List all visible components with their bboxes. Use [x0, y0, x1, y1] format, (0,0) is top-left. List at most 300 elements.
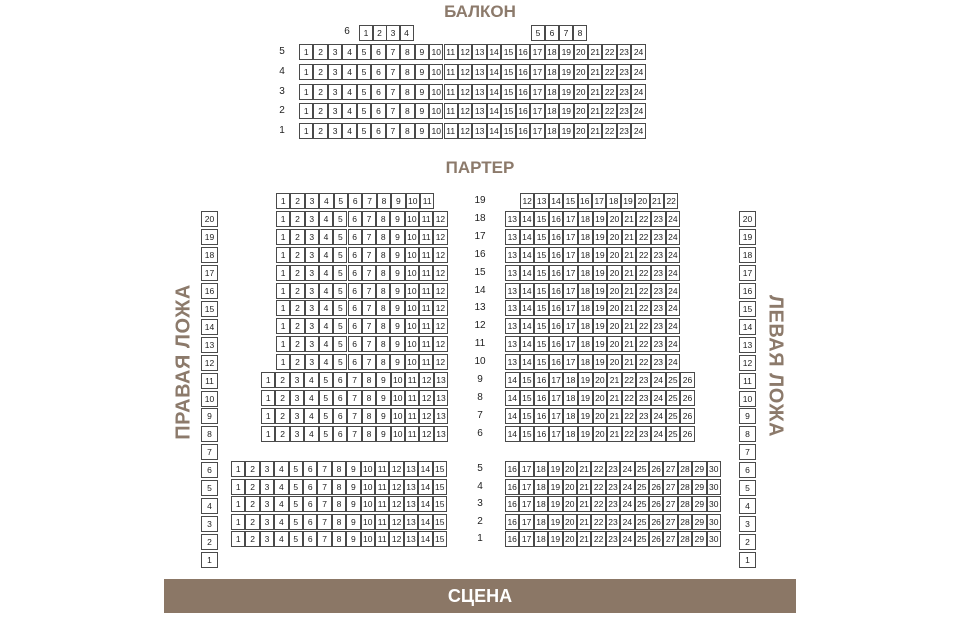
parterre-seat[interactable]: 1: [231, 496, 245, 512]
parterre-seat[interactable]: 24: [620, 479, 634, 495]
parterre-seat[interactable]: 10: [405, 229, 419, 245]
left-box-seat[interactable]: 7: [739, 444, 756, 460]
parterre-seat[interactable]: 4: [319, 193, 333, 209]
parterre-seat[interactable]: 24: [666, 229, 681, 245]
parterre-seat[interactable]: 17: [592, 193, 606, 209]
parterre-seat[interactable]: 7: [317, 531, 331, 547]
parterre-seat[interactable]: 2: [275, 408, 289, 424]
balcony-seat[interactable]: 2: [373, 25, 387, 41]
parterre-seat[interactable]: 23: [651, 336, 666, 352]
parterre-seat[interactable]: 9: [346, 496, 360, 512]
parterre-seat[interactable]: 1: [276, 318, 290, 334]
parterre-seat[interactable]: 12: [520, 193, 534, 209]
parterre-seat[interactable]: 6: [348, 336, 362, 352]
parterre-seat[interactable]: 22: [622, 372, 637, 388]
parterre-seat[interactable]: 3: [290, 426, 304, 442]
left-box-seat[interactable]: 3: [739, 516, 756, 532]
parterre-seat[interactable]: 15: [534, 300, 549, 316]
balcony-seat[interactable]: 10: [429, 84, 443, 100]
parterre-seat[interactable]: 3: [290, 408, 304, 424]
balcony-seat[interactable]: 10: [429, 44, 443, 60]
parterre-seat[interactable]: 19: [593, 211, 608, 227]
balcony-seat[interactable]: 22: [602, 44, 616, 60]
parterre-seat[interactable]: 14: [418, 479, 432, 495]
right-box-seat[interactable]: 20: [201, 211, 218, 227]
parterre-seat[interactable]: 9: [376, 390, 390, 406]
balcony-seat[interactable]: 2: [313, 64, 327, 80]
parterre-seat[interactable]: 4: [274, 531, 288, 547]
parterre-seat[interactable]: 9: [346, 461, 360, 477]
balcony-seat[interactable]: 20: [574, 103, 588, 119]
parterre-seat[interactable]: 14: [520, 229, 535, 245]
parterre-seat[interactable]: 1: [276, 336, 290, 352]
parterre-seat[interactable]: 18: [578, 283, 593, 299]
balcony-seat[interactable]: 24: [631, 64, 645, 80]
right-box-seat[interactable]: 15: [201, 301, 218, 317]
parterre-seat[interactable]: 28: [678, 514, 692, 530]
parterre-seat[interactable]: 5: [333, 318, 347, 334]
parterre-seat[interactable]: 7: [347, 408, 361, 424]
parterre-seat[interactable]: 5: [333, 283, 347, 299]
parterre-seat[interactable]: 4: [319, 318, 333, 334]
parterre-seat[interactable]: 9: [390, 354, 404, 370]
parterre-seat[interactable]: 12: [433, 336, 447, 352]
parterre-seat[interactable]: 6: [348, 247, 362, 263]
balcony-seat[interactable]: 15: [501, 123, 515, 139]
left-box-seat[interactable]: 1: [739, 552, 756, 568]
parterre-seat[interactable]: 21: [577, 496, 591, 512]
parterre-seat[interactable]: 16: [549, 211, 564, 227]
parterre-seat[interactable]: 5: [333, 247, 347, 263]
parterre-seat[interactable]: 25: [635, 479, 649, 495]
left-box-seat[interactable]: 6: [739, 462, 756, 478]
parterre-seat[interactable]: 21: [607, 390, 622, 406]
parterre-seat[interactable]: 11: [405, 408, 419, 424]
parterre-seat[interactable]: 21: [607, 372, 622, 388]
parterre-seat[interactable]: 26: [680, 408, 695, 424]
left-box-seat[interactable]: 19: [739, 229, 756, 245]
balcony-seat[interactable]: 4: [400, 25, 414, 41]
parterre-seat[interactable]: 6: [348, 229, 362, 245]
parterre-seat[interactable]: 16: [534, 408, 549, 424]
parterre-seat[interactable]: 19: [548, 531, 562, 547]
parterre-seat[interactable]: 15: [433, 496, 447, 512]
parterre-seat[interactable]: 21: [577, 479, 591, 495]
parterre-seat[interactable]: 8: [362, 408, 376, 424]
balcony-seat[interactable]: 3: [328, 84, 342, 100]
parterre-seat[interactable]: 14: [549, 193, 563, 209]
parterre-seat[interactable]: 19: [593, 229, 608, 245]
parterre-seat[interactable]: 9: [390, 336, 404, 352]
balcony-seat[interactable]: 21: [588, 84, 602, 100]
parterre-seat[interactable]: 8: [332, 496, 346, 512]
parterre-seat[interactable]: 26: [649, 461, 663, 477]
balcony-seat[interactable]: 18: [545, 44, 559, 60]
parterre-seat[interactable]: 17: [563, 318, 578, 334]
parterre-seat[interactable]: 10: [391, 408, 405, 424]
balcony-seat[interactable]: 5: [357, 64, 371, 80]
parterre-seat[interactable]: 14: [505, 390, 520, 406]
parterre-seat[interactable]: 27: [663, 479, 677, 495]
parterre-seat[interactable]: 23: [606, 496, 620, 512]
parterre-seat[interactable]: 10: [406, 193, 420, 209]
parterre-seat[interactable]: 23: [606, 461, 620, 477]
parterre-seat[interactable]: 26: [680, 390, 695, 406]
balcony-seat[interactable]: 17: [530, 64, 544, 80]
balcony-seat[interactable]: 11: [444, 64, 458, 80]
parterre-seat[interactable]: 3: [260, 496, 274, 512]
balcony-seat[interactable]: 4: [342, 84, 356, 100]
parterre-seat[interactable]: 13: [434, 426, 448, 442]
parterre-seat[interactable]: 3: [305, 283, 319, 299]
parterre-seat[interactable]: 12: [433, 265, 447, 281]
parterre-seat[interactable]: 7: [347, 372, 361, 388]
parterre-seat[interactable]: 8: [332, 531, 346, 547]
parterre-seat[interactable]: 19: [593, 318, 608, 334]
left-box-seat[interactable]: 11: [739, 373, 756, 389]
parterre-seat[interactable]: 23: [606, 479, 620, 495]
parterre-seat[interactable]: 27: [663, 514, 677, 530]
balcony-seat[interactable]: 7: [386, 103, 400, 119]
balcony-seat[interactable]: 14: [487, 123, 501, 139]
balcony-seat[interactable]: 19: [559, 84, 573, 100]
parterre-seat[interactable]: 7: [362, 354, 376, 370]
balcony-seat[interactable]: 17: [530, 44, 544, 60]
parterre-seat[interactable]: 9: [376, 372, 390, 388]
balcony-seat[interactable]: 20: [574, 123, 588, 139]
parterre-seat[interactable]: 1: [231, 514, 245, 530]
parterre-seat[interactable]: 16: [534, 426, 549, 442]
parterre-seat[interactable]: 18: [534, 531, 548, 547]
balcony-seat[interactable]: 9: [415, 44, 429, 60]
parterre-seat[interactable]: 15: [433, 514, 447, 530]
parterre-seat[interactable]: 23: [651, 318, 666, 334]
parterre-seat[interactable]: 8: [376, 300, 390, 316]
parterre-seat[interactable]: 22: [636, 318, 651, 334]
parterre-seat[interactable]: 6: [348, 211, 362, 227]
parterre-seat[interactable]: 1: [276, 247, 290, 263]
parterre-seat[interactable]: 19: [578, 390, 593, 406]
balcony-seat[interactable]: 10: [429, 64, 443, 80]
parterre-seat[interactable]: 20: [593, 426, 608, 442]
right-box-seat[interactable]: 11: [201, 373, 218, 389]
parterre-seat[interactable]: 11: [419, 336, 433, 352]
parterre-seat[interactable]: 28: [678, 531, 692, 547]
balcony-seat[interactable]: 7: [386, 64, 400, 80]
balcony-seat[interactable]: 20: [574, 44, 588, 60]
balcony-seat[interactable]: 4: [342, 44, 356, 60]
parterre-seat[interactable]: 8: [376, 247, 390, 263]
parterre-seat[interactable]: 27: [663, 461, 677, 477]
parterre-seat[interactable]: 11: [375, 514, 389, 530]
parterre-seat[interactable]: 4: [274, 461, 288, 477]
parterre-seat[interactable]: 22: [591, 479, 605, 495]
parterre-seat[interactable]: 11: [375, 479, 389, 495]
balcony-seat[interactable]: 14: [487, 64, 501, 80]
balcony-seat[interactable]: 21: [588, 44, 602, 60]
parterre-seat[interactable]: 3: [305, 318, 319, 334]
parterre-seat[interactable]: 18: [534, 461, 548, 477]
parterre-seat[interactable]: 10: [405, 318, 419, 334]
balcony-seat[interactable]: 11: [444, 84, 458, 100]
parterre-seat[interactable]: 27: [663, 496, 677, 512]
parterre-seat[interactable]: 1: [231, 479, 245, 495]
parterre-seat[interactable]: 29: [692, 531, 706, 547]
parterre-seat[interactable]: 16: [505, 531, 519, 547]
parterre-seat[interactable]: 22: [664, 193, 678, 209]
parterre-seat[interactable]: 14: [520, 300, 535, 316]
parterre-seat[interactable]: 15: [534, 229, 549, 245]
parterre-seat[interactable]: 12: [389, 479, 403, 495]
parterre-seat[interactable]: 13: [505, 247, 520, 263]
parterre-seat[interactable]: 17: [563, 300, 578, 316]
parterre-seat[interactable]: 9: [346, 531, 360, 547]
parterre-seat[interactable]: 22: [636, 336, 651, 352]
parterre-seat[interactable]: 17: [549, 426, 564, 442]
parterre-seat[interactable]: 4: [319, 265, 333, 281]
balcony-seat[interactable]: 5: [357, 123, 371, 139]
parterre-seat[interactable]: 12: [433, 354, 447, 370]
parterre-seat[interactable]: 11: [419, 247, 433, 263]
parterre-seat[interactable]: 12: [389, 496, 403, 512]
balcony-seat[interactable]: 23: [617, 123, 631, 139]
parterre-seat[interactable]: 1: [276, 300, 290, 316]
parterre-seat[interactable]: 2: [290, 265, 304, 281]
parterre-seat[interactable]: 20: [607, 318, 622, 334]
parterre-seat[interactable]: 6: [303, 461, 317, 477]
parterre-seat[interactable]: 23: [651, 300, 666, 316]
right-box-seat[interactable]: 12: [201, 355, 218, 371]
parterre-seat[interactable]: 22: [591, 461, 605, 477]
balcony-seat[interactable]: 19: [559, 103, 573, 119]
parterre-seat[interactable]: 1: [276, 265, 290, 281]
parterre-seat[interactable]: 3: [305, 336, 319, 352]
balcony-seat[interactable]: 23: [617, 103, 631, 119]
parterre-seat[interactable]: 25: [635, 531, 649, 547]
parterre-seat[interactable]: 19: [593, 300, 608, 316]
parterre-seat[interactable]: 22: [591, 514, 605, 530]
parterre-seat[interactable]: 16: [534, 390, 549, 406]
parterre-seat[interactable]: 15: [520, 426, 535, 442]
parterre-seat[interactable]: 14: [418, 531, 432, 547]
balcony-seat[interactable]: 2: [313, 44, 327, 60]
balcony-seat[interactable]: 13: [472, 44, 486, 60]
parterre-seat[interactable]: 9: [346, 514, 360, 530]
balcony-seat[interactable]: 12: [458, 123, 472, 139]
parterre-seat[interactable]: 12: [433, 229, 447, 245]
balcony-seat[interactable]: 19: [559, 44, 573, 60]
left-box-seat[interactable]: 15: [739, 301, 756, 317]
balcony-seat[interactable]: 1: [299, 123, 313, 139]
right-box-seat[interactable]: 14: [201, 319, 218, 335]
parterre-seat[interactable]: 30: [707, 514, 721, 530]
parterre-seat[interactable]: 2: [290, 283, 304, 299]
balcony-seat[interactable]: 9: [415, 103, 429, 119]
parterre-seat[interactable]: 3: [305, 229, 319, 245]
balcony-seat[interactable]: 21: [588, 64, 602, 80]
parterre-seat[interactable]: 16: [505, 496, 519, 512]
parterre-seat[interactable]: 30: [707, 496, 721, 512]
left-box-seat[interactable]: 4: [739, 498, 756, 514]
parterre-seat[interactable]: 3: [305, 247, 319, 263]
parterre-seat[interactable]: 18: [534, 514, 548, 530]
parterre-seat[interactable]: 13: [434, 390, 448, 406]
parterre-seat[interactable]: 2: [275, 426, 289, 442]
parterre-seat[interactable]: 19: [548, 514, 562, 530]
parterre-seat[interactable]: 12: [389, 461, 403, 477]
right-box-seat[interactable]: 2: [201, 534, 218, 550]
balcony-seat[interactable]: 23: [617, 44, 631, 60]
left-box-seat[interactable]: 16: [739, 283, 756, 299]
parterre-seat[interactable]: 6: [348, 283, 362, 299]
parterre-seat[interactable]: 17: [519, 514, 533, 530]
balcony-seat[interactable]: 10: [429, 103, 443, 119]
parterre-seat[interactable]: 15: [534, 211, 549, 227]
balcony-seat[interactable]: 23: [617, 84, 631, 100]
parterre-seat[interactable]: 8: [376, 336, 390, 352]
parterre-seat[interactable]: 13: [434, 372, 448, 388]
balcony-seat[interactable]: 4: [342, 103, 356, 119]
parterre-seat[interactable]: 9: [390, 265, 404, 281]
parterre-seat[interactable]: 15: [534, 318, 549, 334]
parterre-seat[interactable]: 22: [636, 229, 651, 245]
parterre-seat[interactable]: 25: [635, 496, 649, 512]
balcony-seat[interactable]: 16: [516, 123, 530, 139]
parterre-seat[interactable]: 23: [636, 426, 651, 442]
parterre-seat[interactable]: 19: [593, 354, 608, 370]
parterre-seat[interactable]: 22: [636, 211, 651, 227]
parterre-seat[interactable]: 6: [333, 426, 347, 442]
right-box-seat[interactable]: 18: [201, 247, 218, 263]
parterre-seat[interactable]: 21: [622, 336, 637, 352]
balcony-seat[interactable]: 22: [602, 103, 616, 119]
parterre-seat[interactable]: 5: [289, 496, 303, 512]
parterre-seat[interactable]: 19: [578, 372, 593, 388]
parterre-seat[interactable]: 10: [361, 479, 375, 495]
balcony-seat[interactable]: 11: [444, 103, 458, 119]
parterre-seat[interactable]: 8: [362, 390, 376, 406]
parterre-seat[interactable]: 8: [362, 372, 376, 388]
parterre-seat[interactable]: 3: [305, 193, 319, 209]
parterre-seat[interactable]: 24: [651, 408, 666, 424]
balcony-seat[interactable]: 3: [386, 25, 400, 41]
parterre-seat[interactable]: 19: [578, 426, 593, 442]
parterre-seat[interactable]: 2: [290, 229, 304, 245]
parterre-seat[interactable]: 15: [534, 265, 549, 281]
parterre-seat[interactable]: 23: [606, 514, 620, 530]
parterre-seat[interactable]: 20: [635, 193, 649, 209]
balcony-seat[interactable]: 2: [313, 123, 327, 139]
parterre-seat[interactable]: 11: [419, 318, 433, 334]
balcony-seat[interactable]: 15: [501, 84, 515, 100]
balcony-seat[interactable]: 1: [299, 64, 313, 80]
parterre-seat[interactable]: 7: [317, 479, 331, 495]
balcony-seat[interactable]: 22: [602, 84, 616, 100]
parterre-seat[interactable]: 7: [317, 514, 331, 530]
parterre-seat[interactable]: 20: [607, 211, 622, 227]
parterre-seat[interactable]: 17: [563, 247, 578, 263]
parterre-seat[interactable]: 1: [261, 426, 275, 442]
parterre-seat[interactable]: 20: [607, 354, 622, 370]
balcony-seat[interactable]: 3: [328, 44, 342, 60]
parterre-seat[interactable]: 29: [692, 514, 706, 530]
parterre-seat[interactable]: 12: [389, 514, 403, 530]
parterre-seat[interactable]: 18: [578, 265, 593, 281]
parterre-seat[interactable]: 3: [260, 514, 274, 530]
parterre-seat[interactable]: 19: [548, 479, 562, 495]
parterre-seat[interactable]: 4: [319, 247, 333, 263]
parterre-seat[interactable]: 13: [534, 193, 548, 209]
parterre-seat[interactable]: 4: [304, 426, 318, 442]
parterre-seat[interactable]: 10: [405, 283, 419, 299]
balcony-seat[interactable]: 11: [444, 44, 458, 60]
parterre-seat[interactable]: 9: [390, 300, 404, 316]
parterre-seat[interactable]: 10: [361, 461, 375, 477]
parterre-seat[interactable]: 28: [678, 496, 692, 512]
parterre-seat[interactable]: 10: [405, 247, 419, 263]
balcony-seat[interactable]: 16: [516, 103, 530, 119]
parterre-seat[interactable]: 22: [636, 354, 651, 370]
parterre-seat[interactable]: 2: [290, 354, 304, 370]
parterre-seat[interactable]: 20: [563, 531, 577, 547]
parterre-seat[interactable]: 22: [622, 426, 637, 442]
parterre-seat[interactable]: 7: [317, 496, 331, 512]
parterre-seat[interactable]: 5: [333, 336, 347, 352]
parterre-seat[interactable]: 10: [405, 265, 419, 281]
parterre-seat[interactable]: 18: [606, 193, 620, 209]
parterre-seat[interactable]: 21: [622, 211, 637, 227]
balcony-seat[interactable]: 14: [487, 103, 501, 119]
parterre-seat[interactable]: 7: [362, 300, 376, 316]
parterre-seat[interactable]: 3: [305, 265, 319, 281]
parterre-seat[interactable]: 15: [534, 247, 549, 263]
parterre-seat[interactable]: 23: [651, 229, 666, 245]
balcony-seat[interactable]: 24: [631, 103, 645, 119]
parterre-seat[interactable]: 2: [275, 390, 289, 406]
balcony-seat[interactable]: 7: [386, 44, 400, 60]
parterre-seat[interactable]: 24: [620, 514, 634, 530]
balcony-seat[interactable]: 12: [458, 64, 472, 80]
balcony-seat[interactable]: 14: [487, 44, 501, 60]
parterre-seat[interactable]: 1: [261, 390, 275, 406]
parterre-seat[interactable]: 25: [666, 390, 681, 406]
parterre-seat[interactable]: 5: [289, 479, 303, 495]
parterre-seat[interactable]: 16: [534, 372, 549, 388]
parterre-seat[interactable]: 20: [607, 283, 622, 299]
parterre-seat[interactable]: 11: [375, 531, 389, 547]
parterre-seat[interactable]: 2: [290, 211, 304, 227]
parterre-seat[interactable]: 14: [520, 283, 535, 299]
parterre-seat[interactable]: 11: [419, 354, 433, 370]
parterre-seat[interactable]: 16: [549, 318, 564, 334]
parterre-seat[interactable]: 26: [680, 426, 695, 442]
parterre-seat[interactable]: 6: [303, 531, 317, 547]
parterre-seat[interactable]: 9: [390, 229, 404, 245]
parterre-seat[interactable]: 4: [274, 514, 288, 530]
parterre-seat[interactable]: 17: [519, 531, 533, 547]
parterre-seat[interactable]: 10: [405, 300, 419, 316]
parterre-seat[interactable]: 17: [563, 283, 578, 299]
parterre-seat[interactable]: 13: [505, 354, 520, 370]
balcony-seat[interactable]: 15: [501, 64, 515, 80]
parterre-seat[interactable]: 21: [622, 247, 637, 263]
balcony-seat[interactable]: 8: [400, 103, 414, 119]
parterre-seat[interactable]: 22: [591, 531, 605, 547]
parterre-seat[interactable]: 13: [404, 514, 418, 530]
parterre-seat[interactable]: 6: [303, 479, 317, 495]
parterre-seat[interactable]: 19: [593, 336, 608, 352]
parterre-seat[interactable]: 11: [419, 211, 433, 227]
